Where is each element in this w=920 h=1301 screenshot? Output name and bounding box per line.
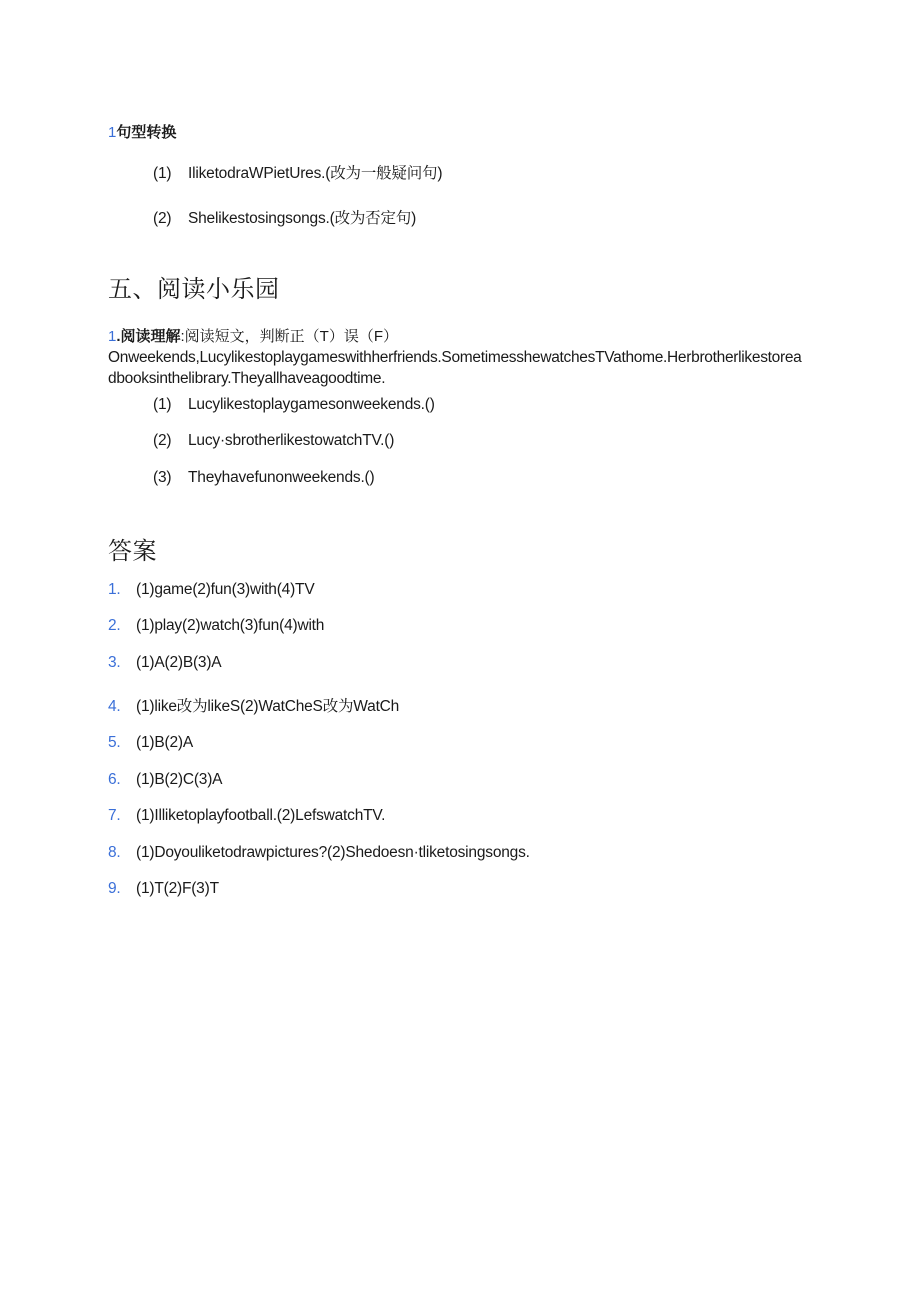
answer-text: (1)B(2)A [136,734,193,751]
item-number: (1) [153,165,172,182]
reading-passage: Onweekends,Lucylikestoplaygameswithherfriends.SometimesshewatchesTVathome.Herbrotherlikestoreadbooksinthelibrary.Theyallhaveagoodtime. [108,349,802,387]
answer-number: 6. [108,771,121,788]
answer-number: 1. [108,581,121,598]
section-title-text: 句型转换 [116,124,177,141]
answer-text: (1)T(2)F(3)T [136,880,219,897]
answer-item-3 [108,654,221,672]
item-text: Theyhavefunonweekends.() [188,469,375,486]
question-title-text: .阅读理解 [116,328,181,345]
transform-item-1 [153,161,442,183]
answer-item-6 [108,771,222,789]
transform-item-2 [153,206,416,228]
section-number: 1 [108,124,117,141]
answer-item-4 [108,694,399,716]
answer-text: (1)A(2)B(3)A [136,654,222,671]
answer-item-7 [108,807,385,825]
answer-text: (1)game(2)fun(3)with(4)TV [136,581,315,598]
answer-number: 4. [108,698,121,715]
answer-item-2 [108,617,324,635]
answer-number: 7. [108,807,121,824]
answer-text: (1)play(2)watch(3)fun(4)with [136,617,325,634]
answer-item-1 [108,581,314,599]
reading-item-3 [153,469,374,487]
item-text: IliketodraWPietUres.(改为一般疑问句) [188,165,443,182]
item-number: (2) [153,432,172,449]
item-number: (1) [153,396,172,413]
answer-text: (1)Illiketoplayfootball.(2)LefswatchTV. [136,807,386,824]
question-instruction: :阅读短文，判断正（T）误（F） [180,328,399,345]
section-title-sentence-transform [108,121,176,142]
answer-number: 9. [108,880,121,897]
answer-text: (1)Doyouliketodrawpictures?(2)Shedoesn·tliketosingsongs. [136,844,530,861]
item-text: Lucy·sbrotherlikestowatchTV.() [188,432,395,449]
item-number: (2) [153,210,172,227]
answers-heading: 答案 [108,538,157,565]
answer-number: 2. [108,617,121,634]
answer-item-5 [108,734,193,752]
question-number: 1 [108,328,117,345]
answer-text: (1)B(2)C(3)A [136,771,223,788]
item-text: Shelikestosingsongs.(改为否定句) [188,210,417,227]
item-text: Lucylikestoplaygamesonweekends.() [188,396,435,413]
item-number: (3) [153,469,172,486]
answer-number: 8. [108,844,121,861]
reading-question-title [108,325,398,346]
answer-item-9 [108,880,219,898]
answer-text: (1)like改为likeS(2)WatCheS改为WatCh [136,698,400,715]
answer-number: 3. [108,654,121,671]
answer-item-8 [108,844,530,862]
answer-number: 5. [108,734,121,751]
reading-item-2 [153,432,394,450]
reading-heading: 五、阅读小乐园 [108,276,280,303]
reading-item-1 [153,396,435,414]
